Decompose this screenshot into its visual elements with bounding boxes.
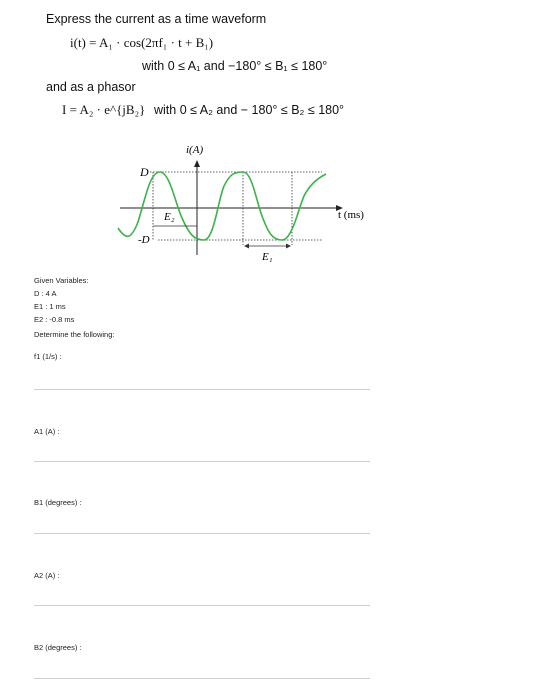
e1-label: E₁ — [262, 251, 273, 263]
constraint-1: with 0 ≤ A₁ and −180° ≤ B₁ ≤ 180° — [142, 59, 328, 73]
question-a1-label: A1 (A) : — [34, 427, 60, 436]
question-b1-label: B1 (degrees) : — [34, 498, 82, 507]
e1-marker — [244, 244, 291, 249]
answer-a2-field[interactable] — [34, 605, 370, 606]
answer-b1-field[interactable] — [34, 533, 370, 534]
question-f1-label: f1 (1/s) : — [34, 352, 62, 361]
intro-text: Express the current as a time waveform — [46, 12, 267, 26]
phasor-intro: and as a phasor — [46, 80, 136, 94]
answer-f1-field[interactable] — [34, 389, 370, 390]
given-item-d: D : 4 A — [34, 289, 57, 298]
question-a2-label: A2 (A) : — [34, 571, 60, 580]
given-heading: Given Variables: — [34, 276, 89, 285]
phasor-equation: I = A₂ · e^{jB₂} — [62, 102, 146, 117]
time-waveform-equation: i(t) = A₁ · cos(2πf₁ · t + B₁) — [70, 35, 214, 50]
constraint-2: with 0 ≤ A₂ and − 180° ≤ B₂ ≤ 180° — [154, 103, 345, 117]
x-axis-label: t (ms) — [338, 209, 364, 221]
trough-label: -D — [138, 234, 150, 246]
peak-label: D — [140, 165, 149, 179]
y-axis-label: i(A) — [186, 144, 204, 156]
e2-label: E₂ — [164, 211, 175, 223]
waveform-figure — [0, 0, 546, 270]
given-item-e1: E1 : 1 ms — [34, 302, 66, 311]
given-item-e2: E2 : -0.8 ms — [34, 315, 75, 324]
determine-heading: Determine the following: — [34, 330, 115, 339]
answer-b2-field[interactable] — [34, 678, 370, 679]
question-b2-label: B2 (degrees) : — [34, 643, 82, 652]
current-waveform — [118, 172, 326, 240]
answer-a1-field[interactable] — [34, 461, 370, 462]
